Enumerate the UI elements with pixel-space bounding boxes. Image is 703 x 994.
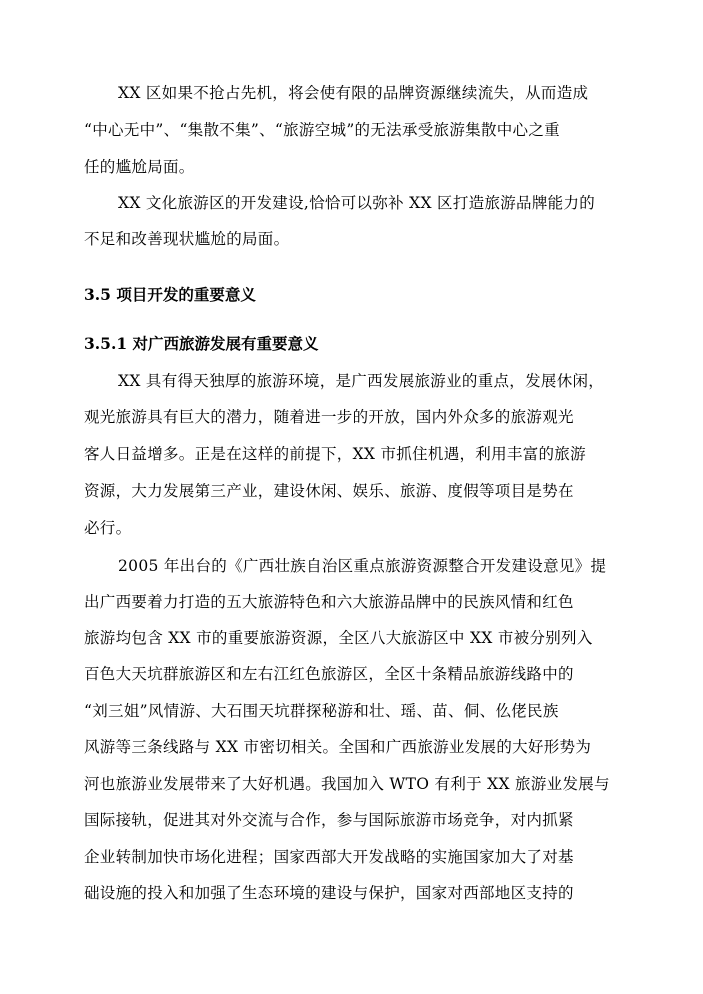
section-paragraph-1-line-1: XX 具有得天独厚的旅游环境，是广西发展旅游业的重点，发展休闲， [118,372,605,390]
section-paragraph-2-line-2: 出广西要着力打造的五大旅游特色和六大旅游品牌中的民族风情和红色 [84,593,574,611]
paragraph-1-line-3: 任的尴尬局面。 [84,158,195,176]
section-paragraph-2-line-5: “刘三姐”风情游、大石围天坑群探秘游和壮、瑶、苗、侗、仫佬民族 [84,702,559,720]
section-paragraph-2-line-7: 河也旅游业发展带来了大好机遇。我国加入 WTO 有利于 XX 旅游业发展与 [84,775,610,793]
section-paragraph-2-line-9: 企业转制加快市场化进程；国家西部大开发战略的实施国家加大了对基 [84,848,574,866]
section-paragraph-2-line-8: 国际接轨，促进其对外交流与合作，参与国际旅游市场竞争，对内抓紧 [84,811,574,829]
section-paragraph-1-line-4: 资源，大力发展第三产业，建设休闲、娱乐、旅游、度假等项目是势在 [84,482,574,500]
section-heading-3-5: 3.5 项目开发的重要意义 [84,285,256,304]
section-paragraph-1-line-2: 观光旅游具有巨大的潜力，随着进一步的开放，国内外众多的旅游观光 [84,408,574,426]
section-paragraph-2-line-1: 2005 年出台的《广西壮族自治区重点旅游资源整合开发建设意见》提 [118,557,607,575]
paragraph-2-line-1: XX 文化旅游区的开发建设,恰恰可以弥补 XX 区打造旅游品牌能力的 [118,194,596,212]
section-paragraph-2-line-10: 础设施的投入和加强了生态环境的建设与保护，国家对西部地区支持的 [84,884,574,902]
paragraph-1-line-2: “中心无中”、“集散不集”、“旅游空城”的无法承受旅游集散中心之重 [84,121,560,139]
section-paragraph-2-line-6: 风游等三条线路与 XX 市密切相关。全国和广西旅游业发展的大好形势为 [84,738,592,756]
section-paragraph-1-line-3: 客人日益增多。正是在这样的前提下，XX 市抓住机遇，利用丰富的旅游 [84,445,586,463]
subsection-heading-3-5-1: 3.5.1 对广西旅游发展有重要意义 [84,334,319,353]
section-paragraph-1-line-5: 必行。 [84,519,132,537]
paragraph-2-line-2: 不足和改善现状尴尬的局面。 [84,230,290,248]
section-paragraph-2-line-4: 百色大天坑群旅游区和左右江红色旅游区，全区十条精品旅游线路中的 [84,665,574,683]
section-paragraph-2-line-3: 旅游均包含 XX 市的重要旅游资源，全区八大旅游区中 XX 市被分别列入 [84,629,593,647]
paragraph-1-line-1: XX 区如果不抢占先机，将会使有限的品牌资源继续流失，从而造成 [118,84,589,102]
